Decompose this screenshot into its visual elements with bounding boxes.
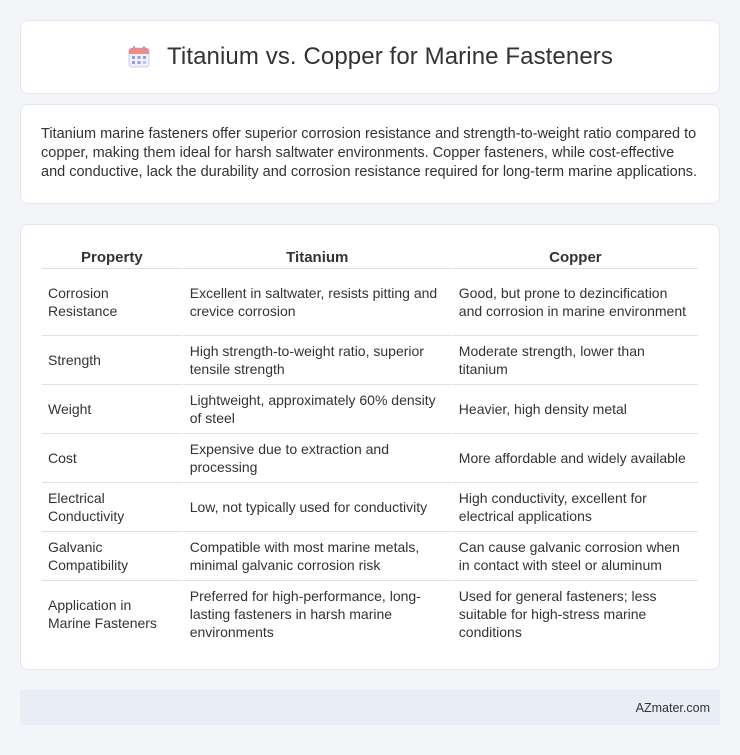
table-row bbox=[42, 269, 698, 336]
property-cell: Galvanic Compatibility bbox=[42, 532, 182, 581]
intro-text: Titanium marine fasteners offer superior corrosion resistance and strength-to-weight ratio compared to copper, making them ideal for harsh saltwater environments. Copper fasteners, while cost-effective and conductive, lack the durability and corrosion resistance required for long-term marine applications. bbox=[41, 126, 698, 180]
header-copper: Copper bbox=[451, 246, 698, 269]
property-cell: Electrical Conductivity bbox=[42, 483, 182, 532]
titanium-cell: Excellent in saltwater, resists pitting and crevice corrosion bbox=[182, 269, 451, 336]
comparison-table bbox=[42, 246, 698, 647]
copper-cell: High conductivity, excellent for electrical applications bbox=[451, 483, 698, 532]
table-row bbox=[42, 581, 698, 647]
table-row bbox=[42, 434, 698, 483]
property-cell: Weight bbox=[42, 385, 182, 434]
table-row bbox=[42, 532, 698, 581]
copper-cell: More affordable and widely available bbox=[451, 434, 698, 483]
titanium-cell: Preferred for high-performance, long-lasting fasteners in harsh marine environments bbox=[182, 581, 451, 647]
table-row bbox=[42, 385, 698, 434]
title-card bbox=[20, 20, 720, 94]
header-titanium: Titanium bbox=[182, 246, 451, 269]
intro-card bbox=[20, 104, 720, 204]
title-row bbox=[127, 43, 613, 71]
table-row bbox=[42, 336, 698, 385]
copper-cell: Good, but prone to dezincification and corrosion in marine environment bbox=[451, 269, 698, 336]
calendar-icon bbox=[127, 45, 151, 69]
titanium-cell: Low, not typically used for conductivity bbox=[182, 483, 451, 532]
copper-cell: Can cause galvanic corrosion when in contact with steel or aluminum bbox=[451, 532, 698, 581]
table-header-row bbox=[42, 246, 698, 269]
titanium-cell: Expensive due to extraction and processing bbox=[182, 434, 451, 483]
copper-cell: Used for general fasteners; less suitable for high-stress marine conditions bbox=[451, 581, 698, 647]
table-row bbox=[42, 483, 698, 532]
titanium-cell: High strength-to-weight ratio, superior tensile strength bbox=[182, 336, 451, 385]
header-property: Property bbox=[42, 246, 182, 269]
property-cell: Strength bbox=[42, 336, 182, 385]
copper-cell: Heavier, high density metal bbox=[451, 385, 698, 434]
copper-cell: Moderate strength, lower than titanium bbox=[451, 336, 698, 385]
property-cell: Corrosion Resistance bbox=[42, 269, 182, 336]
comparison-card bbox=[20, 224, 720, 670]
footer bbox=[20, 690, 720, 725]
page-title: Titanium vs. Copper for Marine Fasteners bbox=[167, 43, 613, 70]
footer-site-link[interactable]: AZmater.com bbox=[635, 700, 710, 715]
property-cell: Cost bbox=[42, 434, 182, 483]
titanium-cell: Lightweight, approximately 60% density of steel bbox=[182, 385, 451, 434]
property-cell: Application in Marine Fasteners bbox=[48, 597, 157, 631]
titanium-cell: Compatible with most marine metals, minimal galvanic corrosion risk bbox=[182, 532, 451, 581]
